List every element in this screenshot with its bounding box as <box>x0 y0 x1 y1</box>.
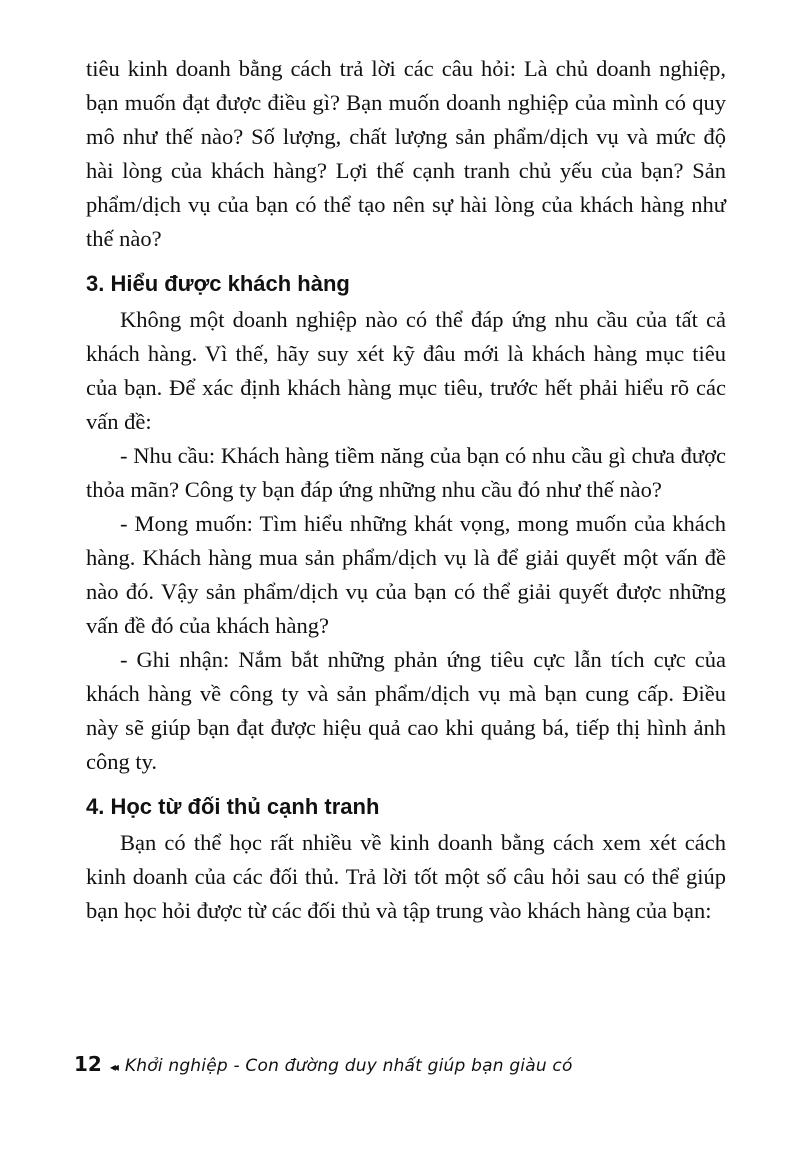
page-footer <box>74 1052 573 1076</box>
section-4-paragraph: Bạn có thể học rất nhiều về kinh doanh bằng cách xem xét cách kinh doanh của các đối thủ. Trả lời tốt một số câu hỏi sau có thể giúp bạn học hỏi được từ các đối thủ và tập trung vào khách hàng của bạn: <box>86 830 726 923</box>
section-3-wants-paragraph: - Mong muốn: Tìm hiểu những khát vọng, mong muốn của khách hàng. Khách hàng mua sản phẩm/dịch vụ là để giải quyết một vấn đề nào đó. Vậy sản phẩm/dịch vụ của bạn có thể giải quyết được những vấn đề đó của khách hàng? <box>86 511 726 638</box>
section-3-heading: 3. Hiểu được khách hàng <box>86 271 350 296</box>
section-3-needs-paragraph: - Nhu cầu: Khách hàng tiềm năng của bạn có nhu cầu gì chưa được thỏa mãn? Công ty bạn đáp ứng những nhu cầu đó như thế nào? <box>86 443 726 502</box>
intro-paragraph: tiêu kinh doanh bằng cách trả lời các câu hỏi: Là chủ doanh nghiệp, bạn muốn đạt được điều gì? Bạn muốn doanh nghiệp của mình có quy mô như thế nào? Số lượng, chất lượng sản phẩm/dịch vụ và mức độ hài lòng của khách hàng? Lợi thế cạnh tranh chủ yếu của bạn? Sản phẩm/dịch vụ của bạn có thể tạo nên sự hài lòng của khách hàng như thế nào? <box>86 56 726 251</box>
section-3-paragraph: Không một doanh nghiệp nào có thể đáp ứng nhu cầu của tất cả khách hàng. Vì thế, hãy suy xét kỹ đâu mới là khách hàng mục tiêu của bạn. Để xác định khách hàng mục tiêu, trước hết phải hiểu rõ các vấn đề: <box>86 307 726 434</box>
section-4-heading: 4. Học từ đối thủ cạnh tranh <box>86 794 380 819</box>
section-3-feedback-paragraph: - Ghi nhận: Nắm bắt những phản ứng tiêu cực lẫn tích cực của khách hàng về công ty và sản phẩm/dịch vụ mà bạn cung cấp. Điều này sẽ giúp bạn đạt được hiệu quả cao khi quảng bá, tiếp thị hình ảnh công ty. <box>86 647 726 774</box>
page-content <box>86 52 726 928</box>
book-title: Khởi nghiệp - Con đường duy nhất giúp bạn giàu có <box>124 1056 573 1076</box>
double-left-arrow-icon: ◂◂ <box>109 1060 116 1074</box>
page-number: 12 <box>74 1052 102 1076</box>
